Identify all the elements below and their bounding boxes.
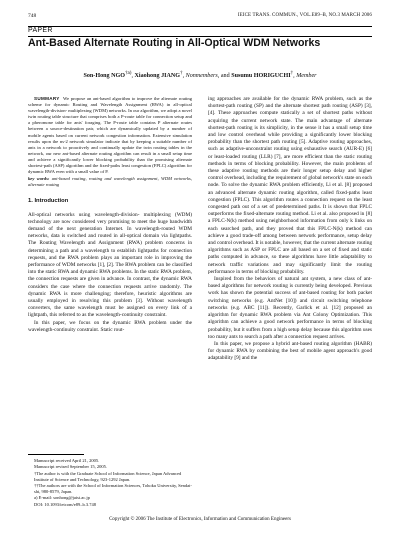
journal-header: IEICE TRANS. COMMUN., VOL.E89–B, NO.3 MARCH 2006 [237,13,372,18]
label-top-rule [28,26,372,27]
intro-paragraph-1: All-optical networks using wavelength-division- multiplexing (WDM) technology are now considered very promising to meet the huge bandwidth demand of the next generation Internet. In wavelength-routed WDM networks, data is switched and routed in all-optical domain via lightpaths. The Routing Wavelength and Assignment (RWA) problem concerns in determining a path and a wavelength to establish lightpaths for connection requests, and the RWA problem plays an important role in improving the performance of WDM networks [1], [2]. The RWA problem can be classified into the static RWA and dynamic RWA problems. In the static RWA problem, the connection requests are given in advance. In contrast, the dynamic RWA considers the case where the connection requests arrive randomly. The dynamic RWA is more challenging; therefore, heuristic algorithms are usually employed in resolving this problem [3]. Without wavelength converters, the same wavelength must be assigned on every link of a lightpath, this referred to as the wavelength-continuity constraint. [28,211,192,319]
author-2-mark: † [180,70,183,76]
abstract-text: We propose an ant-based algorithm to improve the alternate routing scheme for dynamic Routing and Wavelength Assignment (RWA) in all-optical wavelength-division- multiplexing (WDM) networks. In our algorithm, we adopt a novel twin routing table structure that comprises both a P-route table for connection setup and a pheromone table for ants' foraging. The P-route table contains P alternate routes between a source-destination pair, which are dynamically updated by a number of mobile agents based on current network congestion information. Extensive simulation results upon the ns-2 network simulator indicate that by keeping a suitable number of ants in a network to proactively and continually update the twin routing tables in the network, our new ant-based alternate routing algorithm can result in a small setup time and achieve a significantly lower blocking probability than the promising alternate shortest-path (ASP) algorithm and the fixed-paths least congestion (FPLC) algorithm for dynamic RWA even with a small value of P. [28,96,193,175]
section-heading-introduction: 1. Introduction [28,198,69,205]
footnote-doi: DOI: 10.1093/ietcom/e89–b.3.748 [34,501,96,507]
abstract [28,96,192,175]
intro-paragraph-2: In this paper, we focus on the dynamic RWA problem under the wavelength-continuity constraint. Static rout- [28,319,192,333]
keywords-text: ant-based routing, routing and wavelength assignment, WDM networks, alternate routing [28,176,192,188]
footnote-affiliation-1: †The author is with the Graduate School of Information Science, Japan Advanced Institute of Science and Technology, 923-1292 Japan. [34,470,182,482]
footnote-revised: Manuscript revised September 15, 2005. [34,464,107,470]
abstract-label: SUMMARY [34,96,60,101]
page-number: 748 [28,13,37,19]
nonmembers-label: , Nonmembers, [182,73,220,80]
author-3-mark: † [290,70,294,76]
left-column [28,96,192,334]
right-paragraph-3: In this paper, we propose a hybrid ant-based routing algorithm (HABR) for dynamic RWA by combining the best of mobile agent approach's good adaptability [9] and the [208,340,372,362]
footnotes [28,454,192,508]
paper-title: Ant-Based Alternate Routing in All-Optical WDM Networks [28,37,321,49]
right-paragraph-2: Inspired from the behaviors of natural ant system, a new class of ant-based algorithms for network routing is currently being developed. Previous work has shown the potential success of ant-based routing for both packet switching networks (e.g. AntNet [10]) and circuit switching telephone networks (e.g. ABC [11]). Recently, Garlick et al. [12] proposed an algorithm for dynamic RWA problem via Ant Colony Optimization. This algorithm can achieve a good network performance in terms of blocking probability, but it suffers from a high setup delay because this algorithm uses too many ants to search a path after a connection request arrives. [208,276,372,340]
author-line: Son-Hong NGO$^{\dagger a)}$, Xiaohong JIANG†, Nonmembers, and Susumu HORIGUCHI†, Member [83,70,317,80]
footnote-rule [28,454,84,455]
right-column [208,96,372,363]
copyright-footer: Copyright © 2006 The Institute of Electronics, Information and Communication Engineers [109,517,291,522]
footnote-email: a) E-mail: sonhong@jaist.ac.jp [34,495,90,501]
footnote-affiliation-2: ††The authors are with the School of Information Sciences, Tohoku University, Sendai-shi, 980-8579, Japan. [34,483,192,495]
member-label: , Member [293,73,317,80]
footnote-received: Manuscript received April 21, 2005. [34,458,100,463]
keywords-label: key words: [28,176,50,182]
author-2: Xiaohong JIANG [134,73,181,80]
right-paragraph-1: ing approaches are available for the dynamic RWA problem, such as the shortest-path routing (SP) and the alternate shortest path routing (ASP) [3], [4]. These approaches compute statically a set of shortest paths without acquiring the current network state. The main advantage of alternate shortest-path routing is its simplicity, in the sense it has a small setup time and low control overhead while providing a significantly lower blocking probability than the shortest path routing [5]. Adaptive routing approaches, such as adaptive-unconstraint routing using exhaustive search (AUR-E) [6] or least-loaded routing (LLR) [7], are more efficient than the static routing methods in terms of blocking probability. However, the main problems of these adaptive routing methods are their longer setup delay and higher control overhead, including the requirement of global network's state on each node. To solve the dynamic RWA problem efficiently, Li et al. [8] proposed an advanced alternate dynamic routing algorithm, called fixed-paths least congestion (FPLC). This algorithm routes a connection request on the least congested path out of a set of predetermined paths. It is shown that FPLC outperforms the fixed-alternate routing method. Li et al. also proposed in [8] a FPLC-N(k) method using neighborhood information from only k links on each searched path, and they proved that this FPLC-N(k) method can achieve a good trade-off among between network performance, setup delay and control overhead. It is notable, however, that the current alternate routing algorithms such as ASP or FPLC are all based on a set of fixed and static paths computed in advance, so these algorithms have little adaptability to network traffic variations and may significantly limit the routing performance in terms of blocking probability. [208,96,372,275]
author-and: and [220,73,230,80]
paper-type-label: PAPER [28,27,53,34]
author-1: Son-Hong NGO [83,73,125,80]
author-3: Susumu HORIGUCHI [231,73,291,80]
keywords [28,176,192,188]
author-1-mark: †a) [124,70,132,76]
